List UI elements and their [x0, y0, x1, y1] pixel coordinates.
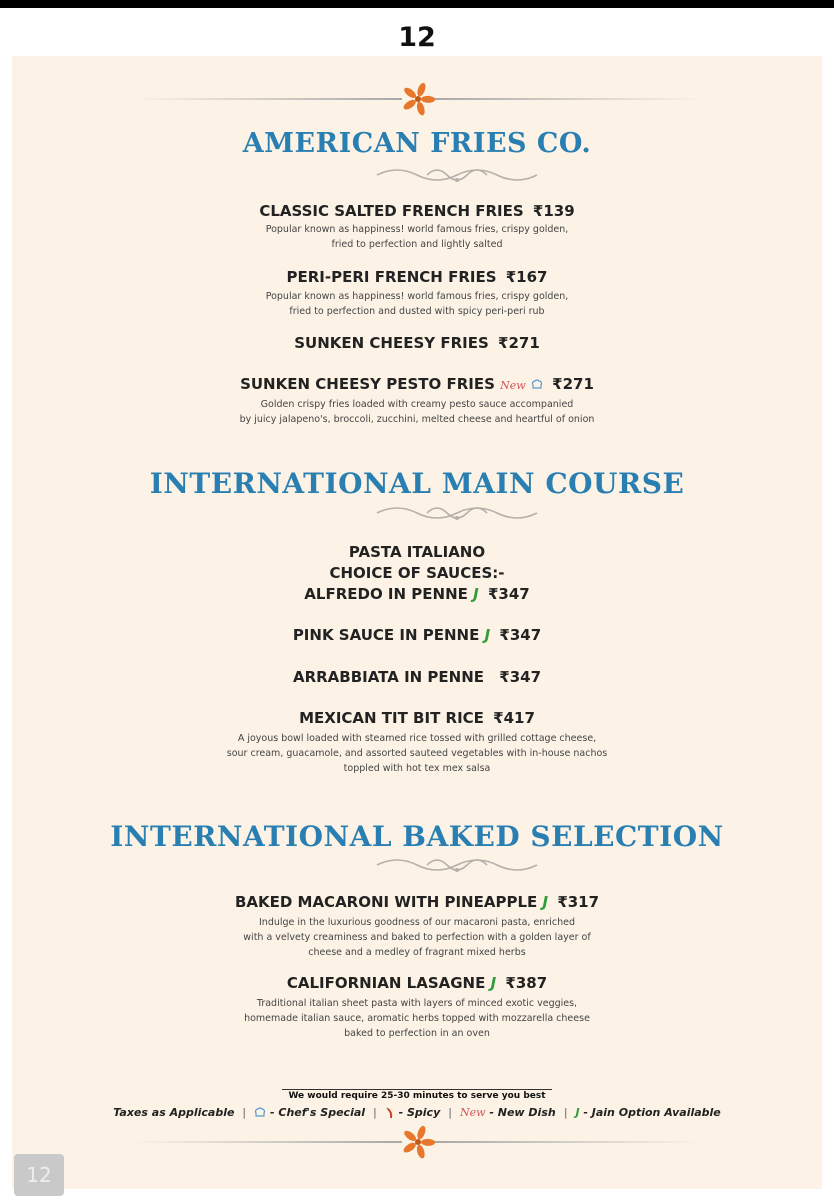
chef-hat-icon: [531, 379, 543, 391]
top-ornament: [132, 84, 702, 114]
menu-item-title: PERI-PERI FRENCH FRIES ₹167: [286, 268, 548, 286]
menu-item-title: ALFREDO IN PENNE J ₹347: [304, 585, 530, 603]
bottom-ornament: [132, 1127, 702, 1157]
section-heading-baked-selection: INTERNATIONAL BAKED SELECTION: [110, 820, 724, 853]
menu-item-title: CLASSIC SALTED FRENCH FRIES ₹139: [259, 202, 575, 220]
jain-option-icon: J: [473, 585, 479, 603]
menu-item-title: SUNKEN CHEESY FRIES ₹271: [294, 334, 540, 352]
symbol-legend: Taxes as Applicable | - Chef's Special | - Spicy | New - New Dish | J - Jain Option Available: [113, 1106, 721, 1119]
chef-hat-icon: [254, 1107, 266, 1119]
jain-option-icon: J: [490, 974, 497, 992]
menu-item-title: PINK SAUCE IN PENNE J ₹347: [292, 626, 542, 644]
swirl-divider-icon: [367, 162, 547, 188]
section-heading-american-fries: AMERICAN FRIES CO.: [242, 128, 592, 159]
flower-icon: [400, 1124, 436, 1160]
menu-item-title: BAKED MACARONI WITH PINEAPPLE J ₹317: [234, 893, 600, 911]
pasta-heading: PASTA ITALIANO CHOICE OF SAUCES:-: [329, 543, 505, 582]
section-heading-main-course: INTERNATIONAL MAIN COURSE: [149, 467, 685, 500]
page-number: 12: [398, 22, 436, 53]
menu-item-description: Popular known as happiness! world famous fries, crispy golden, fried to perfection and dusted with spicy peri-peri rub: [265, 291, 569, 317]
swirl-divider-icon: [367, 500, 547, 526]
page-indicator-badge[interactable]: 12: [14, 1154, 64, 1196]
menu-item-title: ARRABBIATA IN PENNE ₹347: [292, 668, 542, 686]
menu-item-description: Traditional italian sheet pasta with layers of minced exotic veggies, homemade italian sauce, aromatic herbs topped with mozzarella cheese baked to perfection in an oven: [244, 998, 590, 1039]
menu-item-title: MEXICAN TIT BIT RICE ₹417: [299, 709, 535, 727]
menu-item-description: A joyous bowl loaded with steamed rice tossed with grilled cottage cheese, sour cream, guacamole, and assorted sauteed vegetables with in-house nachos toppled with hot tex mex salsa: [226, 733, 608, 774]
menu-item-description: Indulge in the luxurious goodness of our macaroni pasta, enriched with a velvety creaminess and baked to perfection with a golden layer of cheese and a medley of fragrant mixed herbs: [243, 917, 591, 958]
flower-icon: [400, 81, 436, 117]
top-bar: [0, 0, 834, 8]
serve-time-note: We would require 25-30 minutes to serve you best: [12, 1089, 822, 1101]
menu-item-description: Popular known as happiness! world famous fries, crispy golden, fried to perfection and lightly salted: [265, 224, 569, 250]
menu-item-title: SUNKEN CHEESY PESTO FRIES New ₹271: [240, 375, 594, 393]
menu-item-description: Golden crispy fries loaded with creamy pesto sauce accompanied by juicy jalapeno's, broccoli, zucchini, melted cheese and heartful of onion: [239, 399, 595, 425]
menu-item-title: CALIFORNIAN LASAGNE J ₹387: [286, 974, 548, 992]
jain-option-icon: J: [484, 626, 491, 644]
jain-option-icon: J: [542, 893, 549, 911]
chili-icon: [385, 1107, 395, 1119]
new-dish-badge: New: [500, 379, 526, 392]
menu-page: [12, 56, 822, 1189]
swirl-divider-icon: [367, 852, 547, 878]
